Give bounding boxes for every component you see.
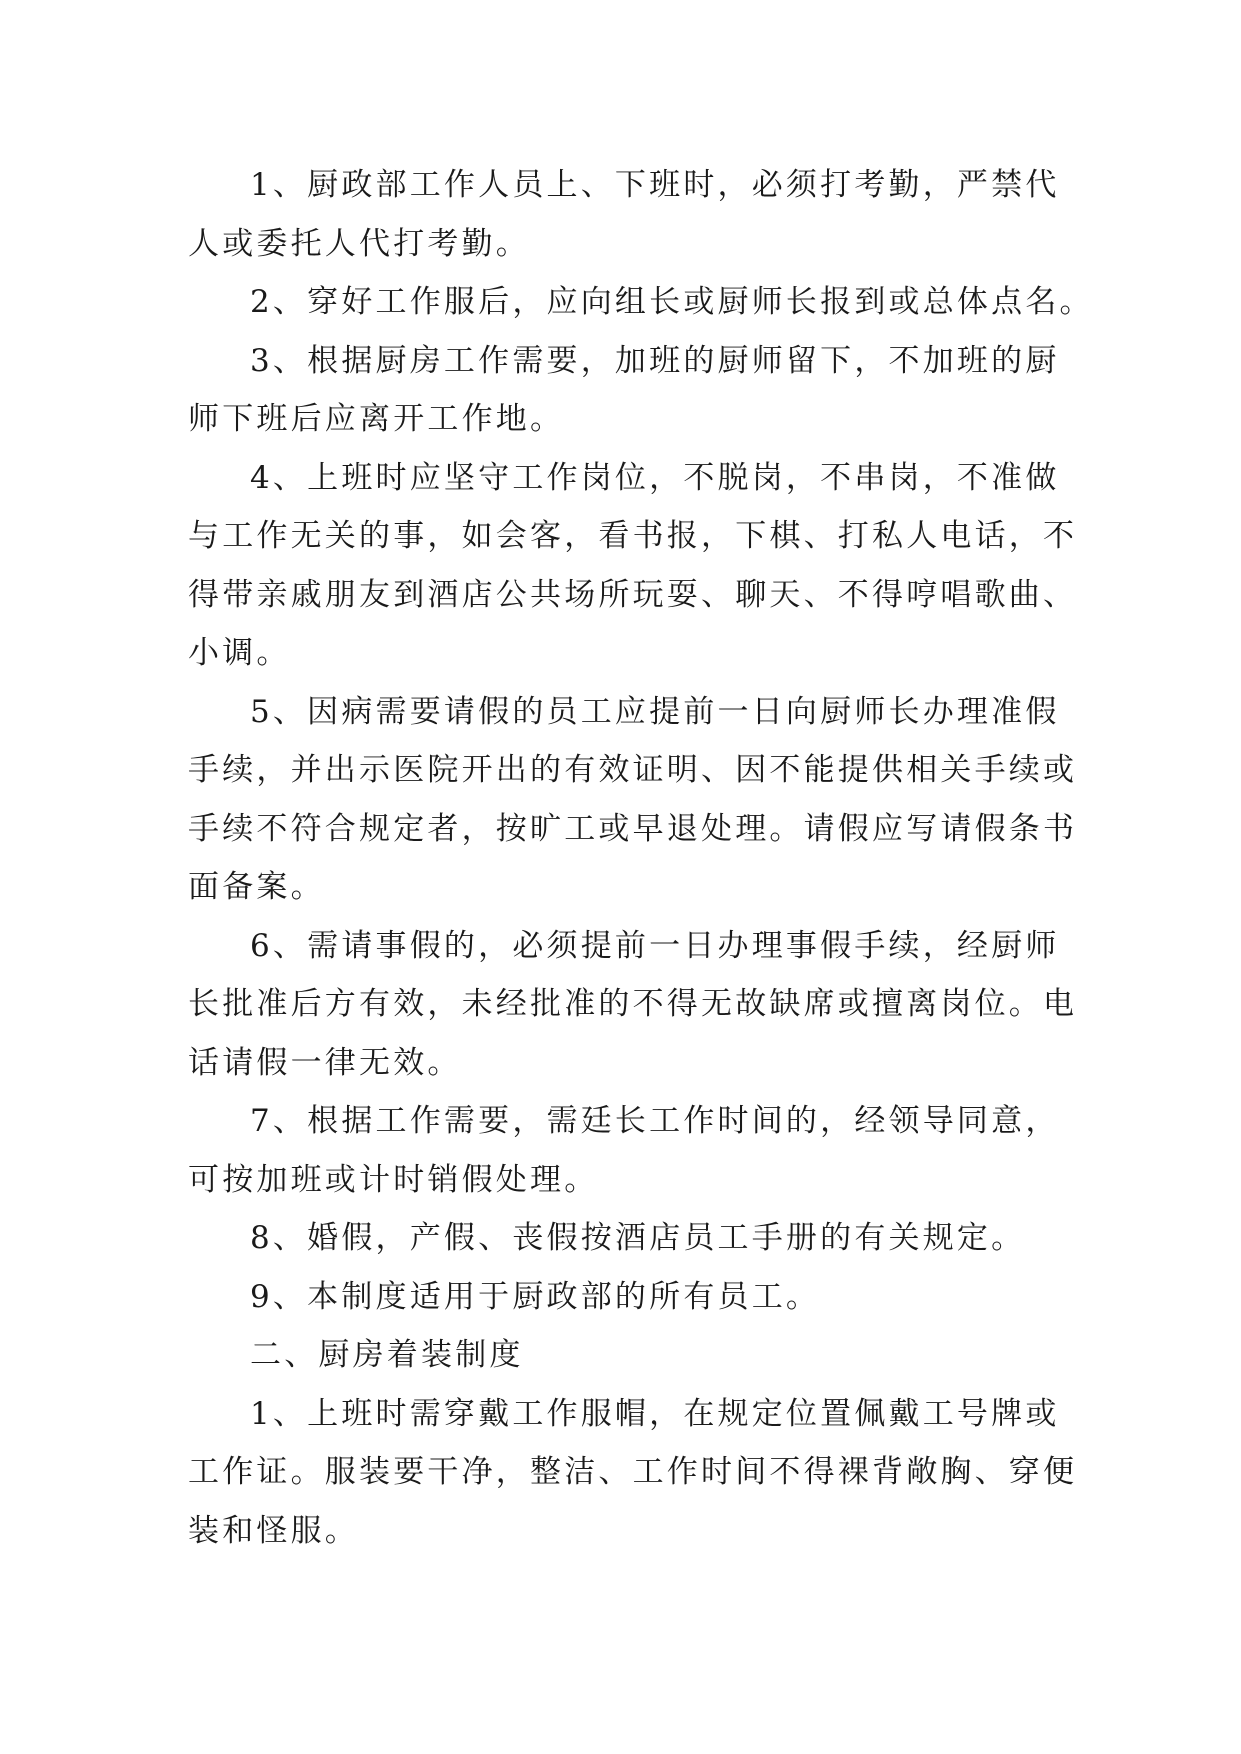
paragraph-line: 小调。: [188, 635, 291, 671]
paragraph-line: 2、穿好工作服后，应向组长或厨师长报到或总体点名。: [250, 284, 1094, 320]
paragraph-line: 话请假一律无效。: [188, 1044, 462, 1081]
paragraph-line: 工作证。服装要干净，整洁、工作时间不得裸背敞胸、穿便: [188, 1454, 1078, 1490]
paragraph-line: 师下班后应离开工作地。: [188, 401, 565, 437]
rule-paragraph-9: [188, 1268, 1068, 1327]
section-heading: 二、厨房着装制度: [250, 1337, 524, 1373]
paragraph-line: 长批准后方有效，未经批准的不得无故缺席或擅离岗位。电: [188, 986, 1078, 1022]
paragraph-line: 得带亲戚朋友到酒店公共场所玩耍、聊天、不得哼唱歌曲、: [188, 576, 1078, 613]
paragraph-line: 人或委托人代打考勤。: [188, 225, 530, 262]
rule-paragraph-3: [188, 332, 1068, 449]
paragraph-line: 可按加班或计时销假处理。: [188, 1161, 599, 1198]
dress-rule-paragraph-1: [188, 1385, 1078, 1561]
paragraph-line: 手续不符合规定者，按旷工或早退处理。请假应写请假条书: [188, 810, 1078, 847]
paragraph-line: 手续，并出示医院开出的有效证明、因不能提供相关手续或: [188, 752, 1078, 788]
paragraph-line: 3、根据厨房工作需要，加班的厨师留下，不加班的厨: [250, 342, 1060, 379]
paragraph-line: 7、根据工作需要，需廷长工作时间的，经领导同意，: [250, 1103, 1060, 1139]
rule-paragraph-6: [188, 917, 1078, 1093]
paragraph-line: 8、婚假，产假、丧假按酒店员工手册的有关规定。: [250, 1220, 1026, 1256]
paragraph-line: 4、上班时应坚守工作岗位，不脱岗，不串岗，不准做: [250, 459, 1060, 496]
rule-paragraph-8: [188, 1209, 1068, 1268]
rule-paragraph-4: [188, 449, 1078, 683]
paragraph-line: 装和怪服。: [188, 1512, 359, 1549]
paragraph-line: 面备案。: [188, 869, 325, 905]
paragraph-line: 与工作无关的事，如会客，看书报，下棋、打私人电话，不: [188, 518, 1078, 554]
rule-paragraph-2: [188, 273, 1094, 332]
paragraph-line: 9、本制度适用于厨政部的所有员工。: [250, 1278, 821, 1315]
paragraph-line: 6、需请事假的，必须提前一日办理事假手续，经厨师: [250, 927, 1060, 964]
paragraph-line: 1、厨政部工作人员上、下班时，必须打考勤，严禁代: [250, 167, 1060, 203]
paragraph-line: 5、因病需要请假的员工应提前一日向厨师长办理准假: [250, 693, 1060, 730]
paragraph-line: 1、上班时需穿戴工作服帽，在规定位置佩戴工号牌或: [250, 1395, 1060, 1432]
rule-paragraph-7: [188, 1092, 1068, 1209]
rule-paragraph-1: [188, 156, 1068, 273]
document-body: [188, 156, 1094, 1560]
rule-paragraph-5: [188, 683, 1078, 917]
